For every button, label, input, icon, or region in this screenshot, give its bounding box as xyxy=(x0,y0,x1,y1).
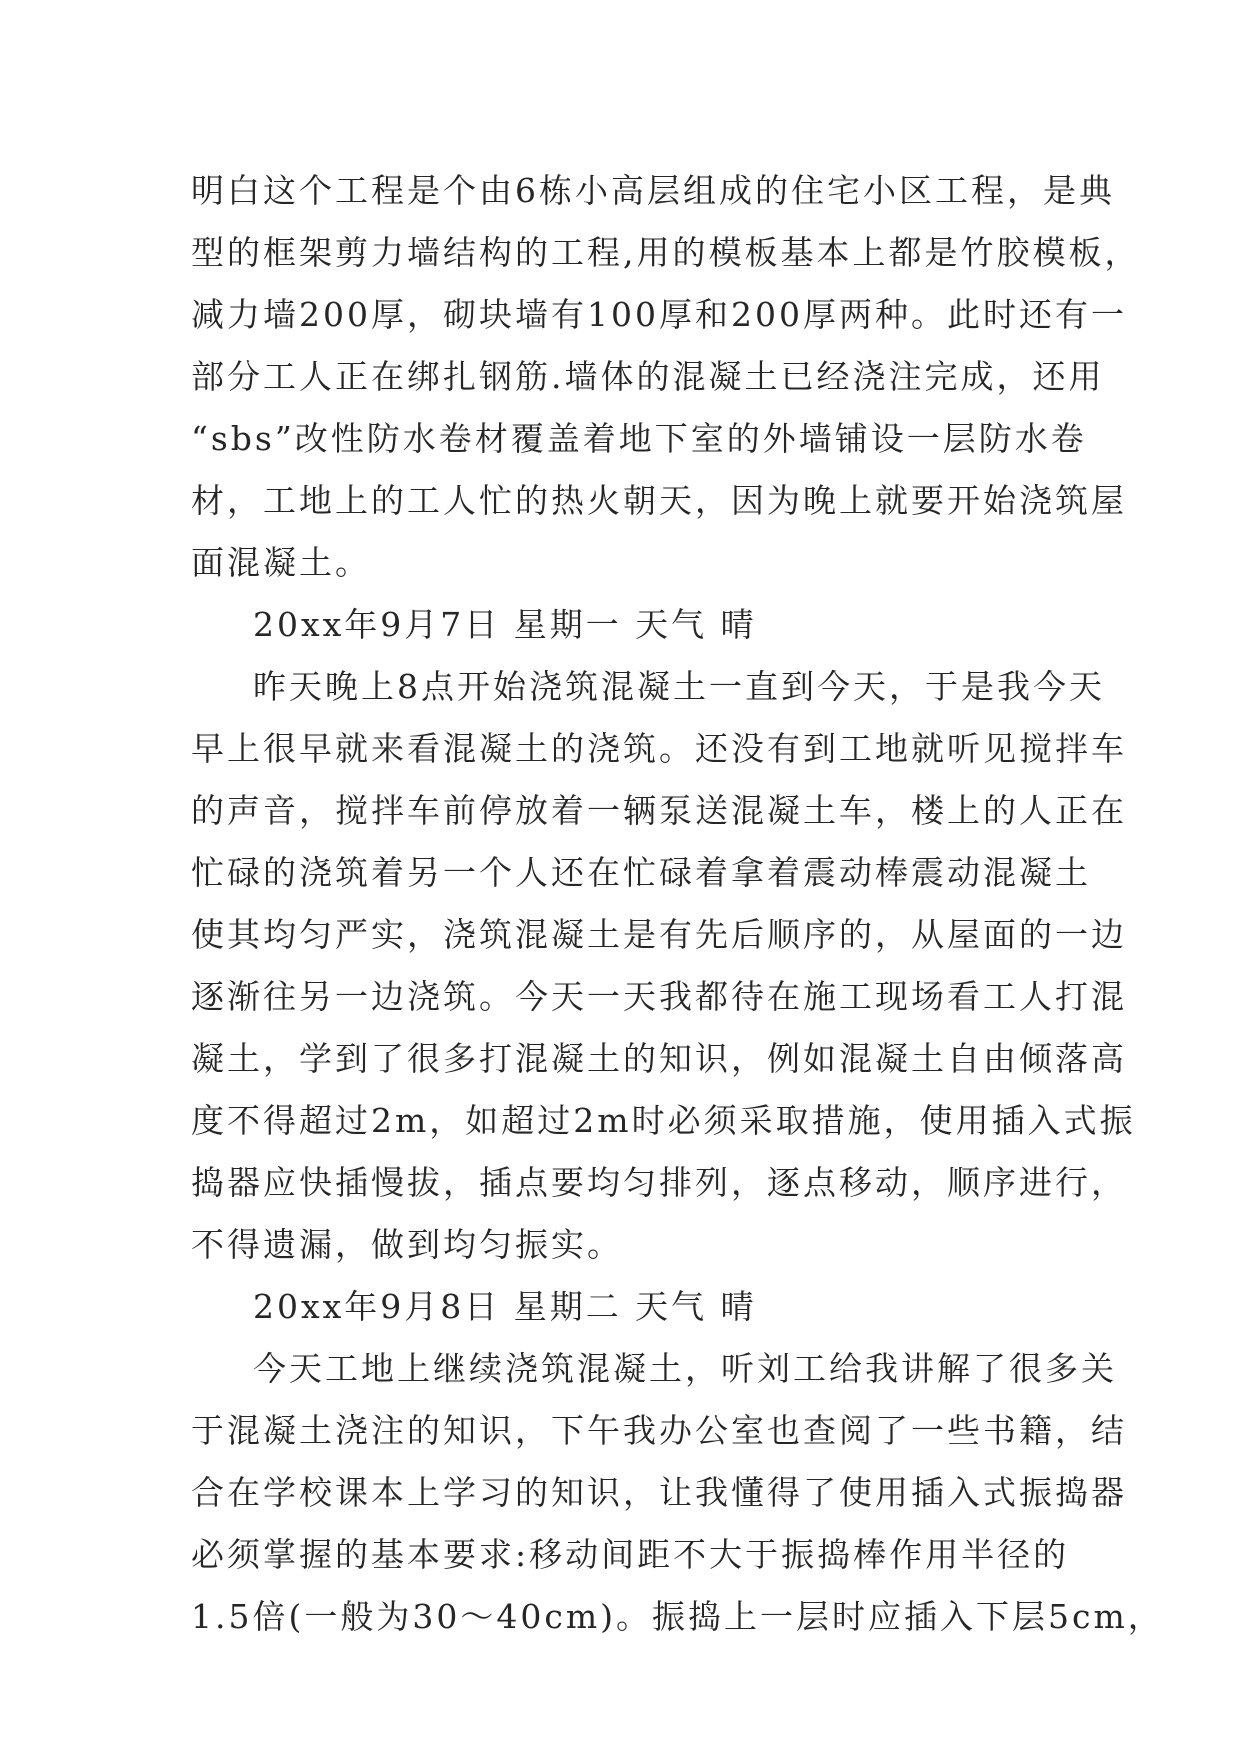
date-heading: 20xx年9月8日 星期二 天气 晴 xyxy=(253,1287,757,1326)
text-line: 材，工地上的工人忙的热火朝天，因为晚上就要开始浇筑屋 xyxy=(191,481,1127,520)
text-line: 于混凝土浇注的知识，下午我办公室也查阅了一些书籍，结 xyxy=(191,1411,1127,1450)
text-line: 部分工人正在绑扎钢筋.墙体的混凝土已经浇注完成，还用 xyxy=(191,357,1105,396)
text-line: 度不得超过2m，如超过2m时必须采取措施，使用插入式振 xyxy=(191,1101,1136,1140)
text-line: 昨天晚上8点开始浇筑混凝土一直到今天，于是我今天 xyxy=(253,667,1105,706)
date-heading: 20xx年9月7日 星期一 天气 晴 xyxy=(253,605,757,644)
text-line: “sbs”改性防水卷材覆盖着地下室的外墙铺设一层防水卷 xyxy=(191,419,1087,458)
text-line: 捣器应快插慢拔，插点要均匀排列，逐点移动，顺序进行， xyxy=(191,1163,1127,1202)
text-line: 必须掌握的基本要求:移动间距不大于振捣棒作用半径的 xyxy=(191,1535,1070,1574)
text-line: 早上很早就来看混凝土的浇筑。还没有到工地就听见搅拌车 xyxy=(191,729,1127,768)
text-line: 逐渐往另一边浇筑。今天一天我都待在施工现场看工人打混 xyxy=(191,977,1127,1016)
text-line: 今天工地上继续浇筑混凝土，听刘工给我讲解了很多关 xyxy=(253,1349,1117,1388)
text-line: 使其均匀严实，浇筑混凝土是有先后顺序的，从屋面的一边 xyxy=(191,915,1127,954)
text-line: 明白这个工程是个由6栋小高层组成的住宅小区工程，是典 xyxy=(191,171,1115,210)
text-line: 凝土，学到了很多打混凝土的知识，例如混凝土自由倾落高 xyxy=(191,1039,1127,1078)
text-line: 减力墙200厚，砌块墙有100厚和200厚两种。此时还有一 xyxy=(191,295,1127,334)
text-line: 不得遗漏，做到均匀振实。 xyxy=(191,1225,623,1264)
text-line: 忙碌的浇筑着另一个人还在忙碌着拿着震动棒震动混凝土 xyxy=(191,853,1091,892)
text-line: 的声音，搅拌车前停放着一辆泵送混凝土车，楼上的人正在 xyxy=(191,791,1127,830)
body-text xyxy=(191,160,1164,1648)
text-line: 1.5倍(一般为30～40cm)。振捣上一层时应插入下层5cm， xyxy=(191,1597,1164,1636)
text-line: 合在学校课本上学习的知识，让我懂得了使用插入式振捣器 xyxy=(191,1473,1127,1512)
text-line: 型的框架剪力墙结构的工程,用的模板基本上都是竹胶模板， xyxy=(191,233,1141,272)
text-line: 面混凝土。 xyxy=(191,543,371,582)
